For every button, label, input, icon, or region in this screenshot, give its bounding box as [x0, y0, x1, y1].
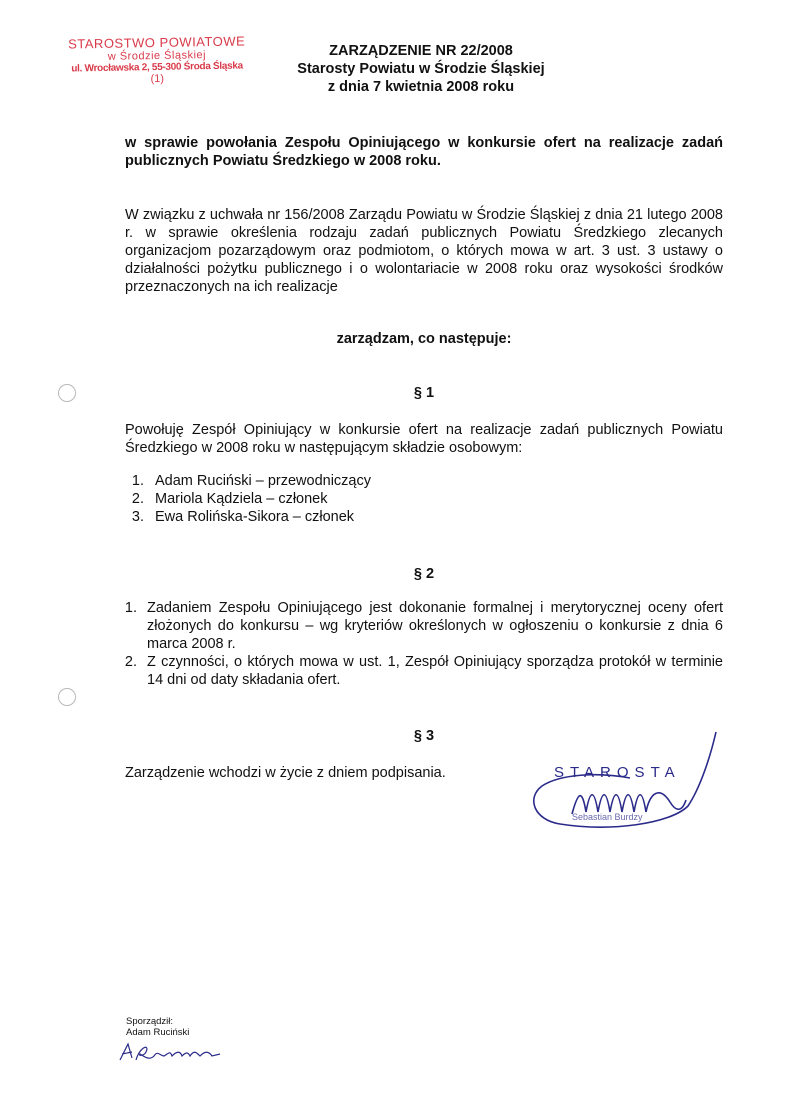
- punch-hole-icon: [58, 688, 76, 706]
- members-list: [130, 472, 548, 526]
- prepared-label: Sporządził:: [126, 1016, 173, 1027]
- stamp-line-number: (1): [150, 73, 165, 86]
- document-subject: w sprawie powołania Zespołu Opiniującego w konkursie ofert na realizacje zadań publicznych Powiatu Średzkiego w 2008 roku.: [125, 135, 723, 169]
- decree-heading: zarządzam, co następuje:: [336, 331, 512, 347]
- section-3-heading: § 3: [413, 728, 435, 744]
- prepared-name: Adam Ruciński: [126, 1027, 190, 1038]
- list-item: 1. Zadaniem Zespołu Opiniującego jest dokonanie formalnej i merytorycznej oceny ofert złożonych do konkursu – wg kryteriów określonych w ogłoszeniu o konkursie z dnia 6 marca 2008 r.: [141, 599, 723, 653]
- signature-stamp: [520, 728, 740, 838]
- signature-name: Sebastian Burdzy: [572, 812, 643, 822]
- punch-hole-icon: [58, 384, 76, 402]
- section-3-text: Zarządzenie wchodzi w życie z dniem podpisania.: [125, 765, 446, 781]
- section-1-text: Powołuję Zespół Opiniujący w konkursie ofert na realizacje zadań publicznych Powiatu Średzkiego w 2008 roku w następującym składzie osobowym:: [125, 422, 723, 456]
- signature-title: STAROSTA: [554, 764, 681, 781]
- intro-paragraph: W związku z uchwała nr 156/2008 Zarządu Powiatu w Środzie Śląskiej z dnia 21 lutego 2008 r. w sprawie określenia rodzaju zadań publicznych Powiatu Średzkiego zlecanych organizacjom pozarządowym oraz podmiotom, o których mowa w art. 3 ust. 3 ustawy o działalności pożytku publicznego i o wolontariacie w 2008 roku oraz wysokości środków przeznaczonych na ich realizacje: [125, 207, 723, 295]
- list-item: 2. Z czynności, o których mowa w ust. 1, Zespół Opiniujący sporządza protokół w terminie 14 dni od daty składania ofert.: [141, 653, 723, 689]
- prepared-by: [126, 1016, 189, 1038]
- list-item: 2. Mariola Kądziela – członek: [148, 490, 548, 508]
- list-item: 1. Adam Ruciński – przewodniczący: [148, 472, 548, 490]
- document-date: z dnia 7 kwietnia 2008 roku: [327, 79, 515, 95]
- stamp-line-office: STAROSTWO POWIATOWE: [68, 33, 246, 52]
- document-header: [262, 42, 580, 96]
- duties-list: [123, 599, 723, 689]
- office-stamp: [52, 34, 263, 87]
- stamp-line-address: ul. Wrocławska 2, 55-300 Środa Śląska: [71, 60, 244, 75]
- document-issuer: Starosty Powiatu w Środzie Śląskiej: [297, 61, 545, 77]
- handwritten-initials-icon: [116, 1038, 226, 1064]
- stamp-line-town: w Środzie Śląskiej: [107, 49, 207, 64]
- section-1-heading: § 1: [413, 385, 435, 401]
- section-2-heading: § 2: [413, 566, 435, 582]
- document-title: ZARZĄDZENIE NR 22/2008: [329, 43, 513, 59]
- list-item: 3. Ewa Rolińska-Sikora – członek: [148, 508, 548, 526]
